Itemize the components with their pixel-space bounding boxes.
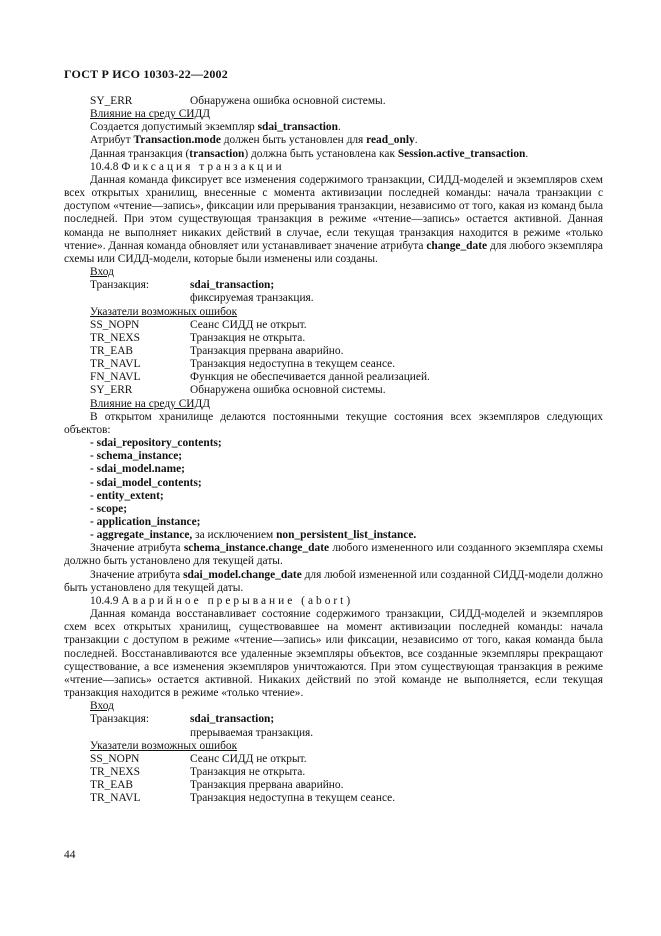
object-item: - entity_extent; (90, 489, 164, 502)
error-code: SS_NOPN (90, 752, 140, 765)
object-item: - aggregate_instance, за исключением non_persistent_list_instance. (90, 529, 417, 542)
value-paragraph: Значение атрибута sdai_model.change_date для любой измененной или созданной СИДД-модели должно быть установлено для текущей даты. (64, 568, 603, 594)
object-item: - sdai_model.name; (90, 463, 185, 476)
effect-paragraph: В открытом хранилище делаются постоянными текущие состояния всех экземпляров следующих объектов: (64, 410, 603, 436)
error-row (0, 95, 661, 108)
section-paragraph: Данная команда восстанавливает состояние содержимого транзакции, СИДД-моделей и экземпляров схем всех открытых хранилищ, существовавшее на момент активизации последней команды: начала транзакции с доступом в режиме «чтение—запись» или фиксации, независимо от того, какая команда была последней. Восстанавливаются все удаленные экземпляры объектов, все созданные экземпляры прекращают существование, а все изменения экземпляров уничтожаются. При этом существующая транзакция в режиме «чтение—запись» остается активной. Никаких действий по этой команде не выполняется, если текущая транзакция находится в режиме «только чтение». (64, 608, 603, 700)
error-row (0, 779, 661, 792)
input-heading: Вход (90, 700, 114, 713)
error-code: TR_NEXS (90, 331, 140, 344)
effect-line: Создается допустимый экземпляр sdai_transaction. (90, 121, 341, 134)
section-heading-1048: 10.4.8 Фиксация транзакции (90, 160, 285, 173)
error-desc: Транзакция недоступна в текущем сеансе. (190, 792, 396, 805)
error-code: SY_ERR (90, 95, 133, 107)
input-desc-row (0, 292, 661, 305)
object-item: - scope; (90, 502, 128, 515)
section-heading-1049: 10.4.9 Аварийное прерывание (abort) (90, 594, 354, 607)
error-row (0, 332, 661, 345)
errors-heading: Указатели возможных ошибок (90, 739, 238, 752)
error-desc: Транзакция не открыта. (190, 331, 306, 344)
object-item: - application_instance; (90, 516, 201, 528)
effect-heading: Влияние на среду СИДД (90, 397, 211, 410)
error-desc: Сеанс СИДД не открыт. (190, 318, 307, 331)
value-paragraph: Значение атрибута schema_instance.change_date любого измененного или созданного экземпляра схемы должно быть установлено для текущей даты. (64, 542, 603, 568)
input-row (0, 713, 661, 726)
input-desc: фиксируемая транзакция. (190, 292, 314, 305)
effect-heading: Влияние на среду СИДД (90, 108, 211, 121)
input-label: Транзакция: (90, 279, 150, 292)
error-row (0, 345, 661, 358)
object-item: - schema_instance; (90, 450, 183, 463)
error-code: TR_NAVL (90, 358, 141, 371)
input-label: Транзакция: (90, 713, 150, 726)
effect-line: Данная транзакция (transaction) должна быть установлена как Session.active_transaction. (90, 147, 529, 160)
error-list (0, 753, 661, 806)
error-code: SS_NOPN (90, 318, 140, 331)
error-row (0, 371, 661, 384)
error-desc: Обнаружена ошибка основной системы. (190, 384, 386, 397)
error-row (0, 358, 661, 371)
input-heading: Вход (90, 266, 114, 279)
error-row (0, 319, 661, 332)
error-desc: Транзакция прервана аварийно. (190, 344, 344, 357)
input-value: sdai_transaction; (190, 713, 275, 726)
error-row (0, 753, 661, 766)
error-code: FN_NAVL (90, 371, 141, 384)
error-code: SY_ERR (90, 384, 133, 397)
error-code: TR_EAB (90, 344, 134, 357)
error-list (0, 319, 661, 398)
errors-heading: Указатели возможных ошибок (90, 305, 238, 318)
input-desc-row (0, 727, 661, 740)
error-code: TR_NAVL (90, 792, 141, 805)
error-code: TR_EAB (90, 779, 134, 792)
input-desc: прерываемая транзакция. (190, 726, 314, 739)
error-desc: Транзакция недоступна в текущем сеансе. (190, 358, 396, 371)
page-body (0, 95, 661, 805)
error-row (0, 384, 661, 397)
input-row (0, 279, 661, 292)
error-row (0, 792, 661, 805)
error-desc: Транзакция прервана аварийно. (190, 779, 344, 792)
error-row (0, 766, 661, 779)
error-code: TR_NEXS (90, 765, 140, 778)
object-item: - sdai_repository_contents; (90, 437, 222, 450)
error-desc: Обнаружена ошибка основной системы. (190, 95, 386, 107)
object-item: - sdai_model_contents; (90, 476, 202, 489)
error-desc: Транзакция не открыта. (190, 765, 306, 778)
error-desc: Сеанс СИДД не открыт. (190, 752, 307, 765)
page-number: 44 (64, 849, 76, 861)
object-list (0, 437, 661, 542)
error-desc: Функция не обеспечивается данной реализацией. (190, 371, 430, 384)
effect-line: Атрибут Transaction.mode должен быть установлен для read_only. (90, 134, 418, 147)
page-header: ГОСТ Р ИСО 10303-22—2002 (64, 67, 228, 81)
input-value: sdai_transaction; (190, 279, 275, 292)
section-paragraph: Данная команда фиксирует все изменения содержимого транзакции, СИДД-моделей и экземпляров схем всех открытых хранилищ, внесенные с момента активизации последней команды: начала транзакции с доступом «чтение—запись», фиксации или прерывания транзакции, независимо от того, какая из команд была последней. При этом существующая транзакция в режиме «чтение—запись» остается активной. Данная команда не выполняет никаких действий в случае, если текущая транзакция находится в режиме «только чтение». Данная команда обновляет или устанавливает значение атрибута change_date для любого экземпляра схемы или СИДД-модели, которые были изменены или созданы. (64, 173, 603, 265)
